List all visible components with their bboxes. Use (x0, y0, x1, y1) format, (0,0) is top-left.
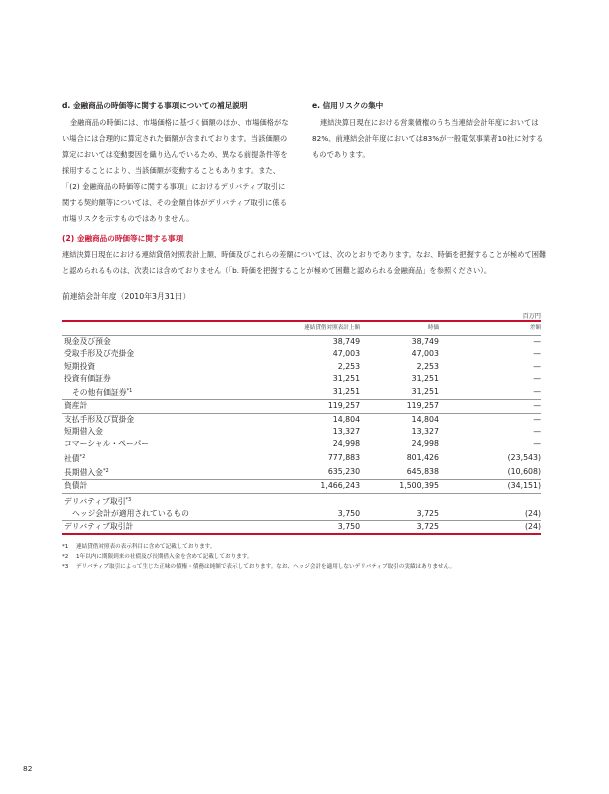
row-label (62, 385, 218, 400)
cell-book-value: 777,883 (327, 452, 361, 462)
footnote-text: 1年以内に期限到来の社債及び長期借入金を含めて記載しております。 (76, 554, 253, 560)
footnote-mark: *3 (62, 564, 69, 570)
row-label-text: デリバティブ取引計 (64, 522, 134, 532)
footnote-marker: *2 (102, 467, 109, 474)
cell-difference: (24) (524, 522, 541, 532)
cell-fair-value: 31,251 (411, 387, 439, 397)
row-label (62, 413, 218, 426)
cell-difference: — (533, 414, 541, 424)
row-label (62, 493, 218, 508)
cell-book-value: 31,251 (332, 373, 361, 383)
cell-difference: (10,608) (507, 466, 541, 476)
row-label (62, 480, 218, 493)
row-label-text: コマーシャル・ペーパー (64, 439, 150, 449)
row-label (62, 508, 218, 521)
table-row (62, 336, 541, 349)
row-label-text: 受取手形及び売掛金 (64, 349, 135, 359)
footnote-text: デリバティブ取引によって生じた正味の債権・債務は純額で表示しております。なお、ヘッジ会計を適用しないデリバティブ取引の実績はありません。 (76, 564, 456, 570)
table-row (62, 521, 541, 535)
footnote (62, 552, 549, 562)
header-fair-value: 時価 (427, 325, 439, 332)
cell-difference: — (533, 337, 541, 346)
table-row (62, 426, 541, 438)
row-label-text: 短期投資 (64, 361, 96, 371)
row-label (62, 348, 218, 360)
cell-fair-value: 31,251 (411, 373, 439, 383)
table-row (62, 508, 541, 521)
cell-book-value: 3,750 (337, 522, 361, 532)
row-label (62, 451, 218, 465)
table-row (62, 465, 541, 480)
header-book-value: 連結貸借対照表計上額 (304, 325, 361, 332)
cell-book-value: 14,804 (332, 414, 361, 424)
table-row (62, 493, 541, 508)
section-2-body: 連結決算日現在における連結貸借対照表計上額、時価及びこれらの差額については、次のとおりであります。なお、時価を把握することが極めて困難と認められるものは、次表には含めておりません（「b. 時価を把握することが極めて困難と認められる金融商品」を参照ください）。 (62, 250, 547, 275)
row-label-text: ヘッジ会計が適用されているもの (72, 508, 189, 518)
row-label-text: 社債 (64, 453, 80, 463)
cell-difference: (34,151) (507, 481, 541, 491)
row-label-text: その他有価証券 (72, 388, 127, 398)
section-2-heading: (2) 金融商品の時価等に関する事項 (62, 234, 184, 243)
section-d-paragraph: 金融商品の時価には、市場価格に基づく価額のほか、市場価格がない場合には合理的に算定された価額が含まれております。当該価額の算定においては変動要因を織り込んでいるため、異なる前提条件等を採用することにより、当該価額が変動することもあります。また、「(2) 金融商品の時価等に関する事項」におけるデリバティブ取引に関する契約額等については、その金額自体がデリバティブ取引に係る市場リスクを示すものではありません。 (62, 118, 289, 223)
cell-book-value: 38,749 (332, 337, 361, 346)
credit-risk-section (312, 98, 548, 163)
cell-fair-value: 119,257 (406, 401, 439, 411)
page-number: 82 (23, 764, 33, 773)
section-e-heading: e. 信用リスクの集中 (312, 101, 384, 110)
cell-fair-value: 3,725 (416, 508, 439, 518)
table-row (62, 451, 541, 465)
row-label-text: 負債計 (64, 481, 88, 491)
table-row (62, 413, 541, 426)
cell-fair-value (360, 493, 439, 508)
table-row (62, 400, 541, 413)
cell-fair-value: 3,725 (416, 522, 439, 532)
table-row (62, 373, 541, 385)
cell-book-value: 1,466,243 (320, 481, 361, 491)
cell-fair-value: 47,003 (411, 349, 439, 359)
supplementary-notes-section (62, 98, 292, 227)
cell-difference: (23,543) (507, 452, 541, 462)
row-label-text: 現金及び預金 (64, 337, 111, 346)
cell-difference: — (533, 401, 541, 411)
row-label (62, 400, 218, 413)
cell-book-value: 3,750 (337, 508, 361, 518)
table-row (62, 361, 541, 373)
fair-value-section (62, 231, 549, 279)
table-header-row (62, 321, 541, 336)
table-row (62, 385, 541, 400)
cell-difference: — (533, 349, 541, 359)
table-row (62, 438, 541, 450)
row-label-text: 資産計 (64, 401, 88, 411)
cell-difference (439, 493, 541, 508)
cell-fair-value: 645,838 (406, 466, 439, 476)
cell-difference: — (533, 373, 541, 383)
cell-difference: (24) (524, 508, 541, 518)
footnote-text: 連結貸借対照表の表示科目に含めて記載しております。 (76, 544, 216, 550)
cell-difference: — (533, 427, 541, 437)
footnote-mark: *1 (62, 544, 69, 550)
cell-book-value: 119,257 (327, 401, 361, 411)
footnote-marker: *3 (125, 496, 132, 503)
footnotes (62, 542, 549, 572)
cell-difference: — (533, 439, 541, 449)
section-d-heading: d. 金融商品の時価等に関する事項についての補足説明 (62, 101, 248, 110)
table-unit: 百万円 (522, 313, 541, 320)
row-label-text: デリバティブ取引 (64, 496, 126, 506)
cell-book-value: 635,230 (327, 466, 361, 476)
cell-fair-value: 801,426 (406, 452, 439, 462)
row-label (62, 426, 218, 438)
cell-book-value: 13,327 (332, 427, 361, 437)
fair-value-table (62, 320, 541, 535)
row-label-text: 長期借入金 (64, 467, 103, 477)
cell-fair-value: 24,998 (411, 439, 439, 449)
row-label (62, 465, 218, 480)
table-row (62, 480, 541, 493)
cell-difference: — (533, 361, 541, 371)
cell-fair-value: 2,253 (416, 361, 439, 371)
cell-difference: — (533, 387, 541, 397)
footnote-mark: *2 (62, 554, 69, 560)
table-caption: 前連結会計年度（2010年3月31日） (62, 292, 191, 301)
row-label (62, 521, 218, 535)
cell-book-value (218, 493, 360, 508)
row-label-text: 支払手形及び買掛金 (64, 414, 135, 424)
section-e-paragraph: 連結決算日現在における営業債権のうち当連結会計年度においては82%、前連結会計年度においては83%が一般電気事業者10社に対するものであります。 (312, 118, 544, 159)
footnote (62, 542, 549, 552)
row-label-text: 短期借入金 (64, 427, 103, 437)
cell-fair-value: 13,327 (411, 427, 439, 437)
cell-book-value: 47,003 (332, 349, 361, 359)
cell-fair-value: 1,500,395 (399, 481, 439, 491)
cell-fair-value: 38,749 (411, 337, 439, 346)
cell-book-value: 31,251 (332, 387, 361, 397)
row-label-text: 投資有価証券 (64, 373, 111, 383)
footnote-marker: *1 (126, 388, 133, 395)
row-label (62, 336, 218, 349)
cell-book-value: 24,998 (332, 439, 361, 449)
row-label (62, 373, 218, 385)
footnote-marker: *2 (79, 453, 86, 460)
footnote (62, 562, 549, 572)
cell-book-value: 2,253 (337, 361, 361, 371)
row-label (62, 438, 218, 450)
cell-fair-value: 14,804 (411, 414, 439, 424)
row-label (62, 361, 218, 373)
header-difference: 差額 (529, 325, 541, 332)
table-row (62, 348, 541, 360)
